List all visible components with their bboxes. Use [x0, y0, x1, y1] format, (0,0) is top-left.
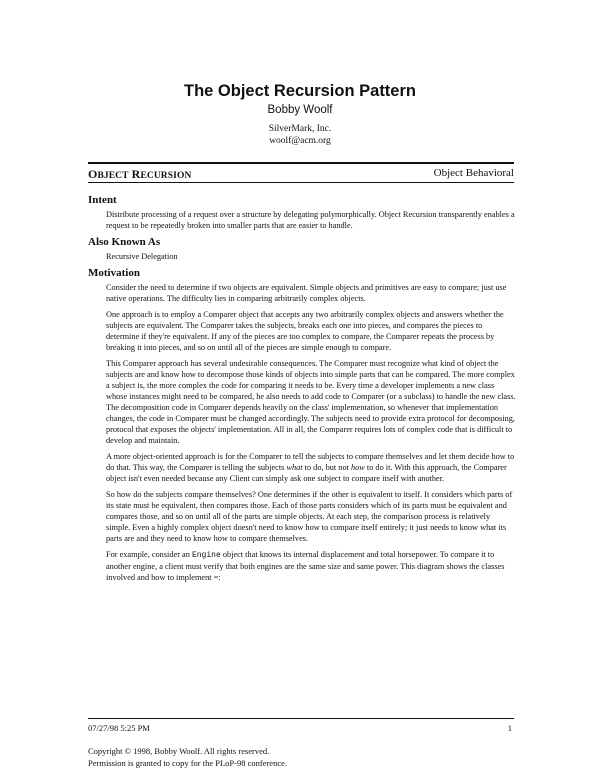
author-affiliation [0, 123, 600, 147]
engine-code: Engine [191, 551, 221, 560]
pattern-name: OBJECT RECURSION [88, 167, 192, 181]
motivation-paragraph-2: One approach is to employ a Comparer object that accepts any two arbitrarily complex objects and answers whether the subjects are equivalent. The Comparer takes the subjects, breaks each one into pieces, and compares the pieces to determine if they're equivalent. If any of the pieces are too complex to compare, the Comparer repeats the process by breaking it into pieces, and so on until all of the pieces are simple enough to compare. [106, 310, 504, 352]
motivation-paragraph-4: A more object-oriented approach is for the Comparer to tell the subjects to compare themselves and let them decide how to do that. This way, the Comparer is telling the subjects what to do, but not how to do it. With this approach, the Comparer object isn't even needed because any Client can simply ask one subject to compare itself with another. [106, 452, 515, 483]
permission-text: Permission is granted to copy for the PLoP-98 conference. [88, 758, 287, 768]
author-email: woolf@acm.org [269, 136, 331, 146]
copyright-block [88, 745, 287, 769]
motivation-paragraph-3: This Comparer approach has several undesirable consequences. The Comparer must recognize what kind of object the subjects are and know how to decompose those kinds of objects into simple parts that can be compared. The more complex a subject is, the more complex the code for comparing it needs to be. Every time a developer implements a new class whose instances might need to be compared, he also needs to add code to Comparer (or a subclass) to handle the new class. The decomposition code in Comparer depends heavily on the class' implementation, so whenever that implementation changes, the code in Comparer must be changed accordingly. The subjects need to provide extra protocol for decomposing, protocol that exposes the objects' implementation. All in all, the Comparer requires lots of complex code that is difficult to develop and maintain. [106, 359, 516, 445]
aka-heading: Also Known As [88, 236, 161, 248]
motivation-paragraph-5: So how do the subjects compare themselves? One determines if the other is equivalent to itself. It considers which parts of its state must be equivalent, then compares those. Each of those parts considers which of its parts must be equivalent and compares those, and so on until all of the parts are simple objects. At each step, the comparison process is relatively simple. Even a highly complex object doesn't need to know how to compare itself entirely; it just needs to know what its parts are and they need to know how to compare themselves. [106, 490, 513, 543]
page-number: 1 [507, 723, 512, 733]
author-name: Bobby Woolf [267, 104, 333, 116]
motivation-paragraph-1: Consider the need to determine if two objects are equivalent. Simple objects and primitives are easy to compare; just use native operations. The difficulty lies in comparing arbitrarily complex objects. [106, 283, 507, 303]
main-content [88, 194, 516, 588]
header-rule [88, 182, 514, 183]
copyright-text: Copyright © 1998, Bobby Woolf. All rights reserved. [88, 746, 270, 756]
paper-title: The Object Recursion Pattern [184, 82, 416, 100]
motivation-paragraph-6: For example, consider an Engine object that knows its internal displacement and total horsepower. To compare it to another engine, a client must verify that both engines are the same size and same power. This diagram shows the classes involved and how to implement =: [106, 550, 505, 582]
footer-rule [88, 718, 514, 719]
pattern-category: Object Behavioral [433, 167, 514, 179]
footer-date: 07/27/98 5:25 PM [88, 723, 150, 733]
motivation-section [88, 267, 516, 583]
top-rule [88, 162, 514, 164]
company-name: SilverMark, Inc. [268, 124, 332, 134]
intent-heading: Intent [88, 194, 117, 206]
intent-section [88, 194, 516, 231]
aka-text: Recursive Delegation [106, 252, 178, 261]
intent-text: Distribute processing of a request over a structure by delegating polymorphically. Object Recursion transparently enables a request to be repeatedly broken into smaller parts that are easier to handle. [106, 210, 515, 230]
motivation-heading: Motivation [88, 267, 140, 279]
aka-section [88, 236, 516, 262]
